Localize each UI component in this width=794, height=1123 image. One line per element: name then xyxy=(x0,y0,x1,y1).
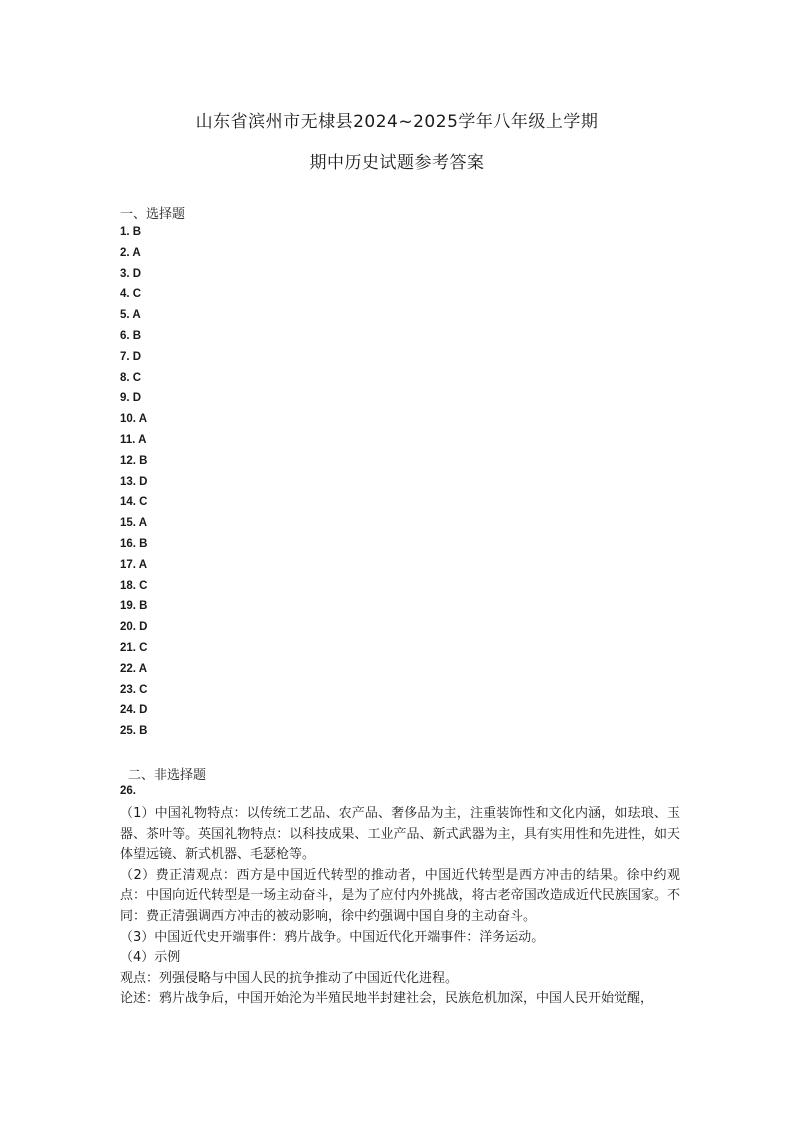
answer-list xyxy=(120,222,148,742)
answer-paragraph: （4）示例 xyxy=(120,950,181,966)
answer-item: 15. A xyxy=(120,517,148,530)
answer-item: 19. B xyxy=(120,600,148,613)
answer-item: 23. C xyxy=(120,683,148,696)
answer-item: 12. B xyxy=(120,454,148,467)
answer-item: 11. A xyxy=(120,433,147,446)
answer-item: 16. B xyxy=(120,537,148,550)
answer-item: 5. A xyxy=(120,309,141,322)
answer-item: 2. A xyxy=(120,246,141,259)
essay-answer xyxy=(120,804,680,1010)
answer-item: 21. C xyxy=(120,641,148,654)
document-title: 山东省滨州市无棣县2024~2025学年八年级上学期 xyxy=(195,112,599,132)
answer-item: 17. A xyxy=(120,558,148,571)
answer-item: 22. A xyxy=(120,662,148,675)
answer-item: 13. D xyxy=(120,475,148,488)
answer-item: 14. C xyxy=(120,496,148,509)
answer-item: 9. D xyxy=(120,392,142,405)
answer-item: 25. B xyxy=(120,725,148,738)
section-heading-non-choice: 二、非选择题 xyxy=(128,768,207,783)
answer-item: 1. B xyxy=(120,226,142,238)
answer-paragraph: 观点：列强侵略与中国人民的抗争推动了中国近代化进程。 xyxy=(120,970,459,986)
answer-item: 4. C xyxy=(120,288,142,301)
answer-paragraph: （1）中国礼物特点：以传统工艺品、农产品、奢侈品为主，注重装饰性和文化内涵，如珐琅、玉器、茶叶等。英国礼物特点：以科技成果、工业产品、新式武器为主，具有实用性和先进性，如天体望远镜、新式机器、毛瑟枪等。 xyxy=(120,806,680,863)
answer-item: 7. D xyxy=(120,350,142,363)
answer-item: 3. D xyxy=(120,267,142,280)
answer-item: 10. A xyxy=(120,413,148,426)
answer-item: 20. D xyxy=(120,621,148,634)
document-subtitle: 期中历史试题参考答案 xyxy=(309,153,485,173)
answer-item: 8. C xyxy=(120,371,142,384)
answer-paragraph: （2）费正清观点：西方是中国近代转型的推动者，中国近代转型是西方冲击的结果。徐中约观点：中国向近代转型是一场主动奋斗，是为了应付内外挑战，将古老帝国改造成近代民族国家。不同：费正清强调西方冲击的被动影响，徐中约强调中国自身的主动奋斗。 xyxy=(120,867,680,924)
answer-paragraph: 论述：鸦片战争后，中国开始沦为半殖民地半封建社会，民族危机加深，中国人民开始觉醒， xyxy=(120,991,654,1007)
answer-item: 24. D xyxy=(120,704,148,717)
answer-item: 18. C xyxy=(120,579,148,592)
answer-paragraph: （3）中国近代史开端事件：鸦片战争。中国近代化开端事件：洋务运动。 xyxy=(120,929,545,945)
section-heading-multiple-choice: 一、选择题 xyxy=(120,207,186,222)
answer-item: 6. B xyxy=(120,329,142,342)
question-number: 26. xyxy=(120,785,136,797)
